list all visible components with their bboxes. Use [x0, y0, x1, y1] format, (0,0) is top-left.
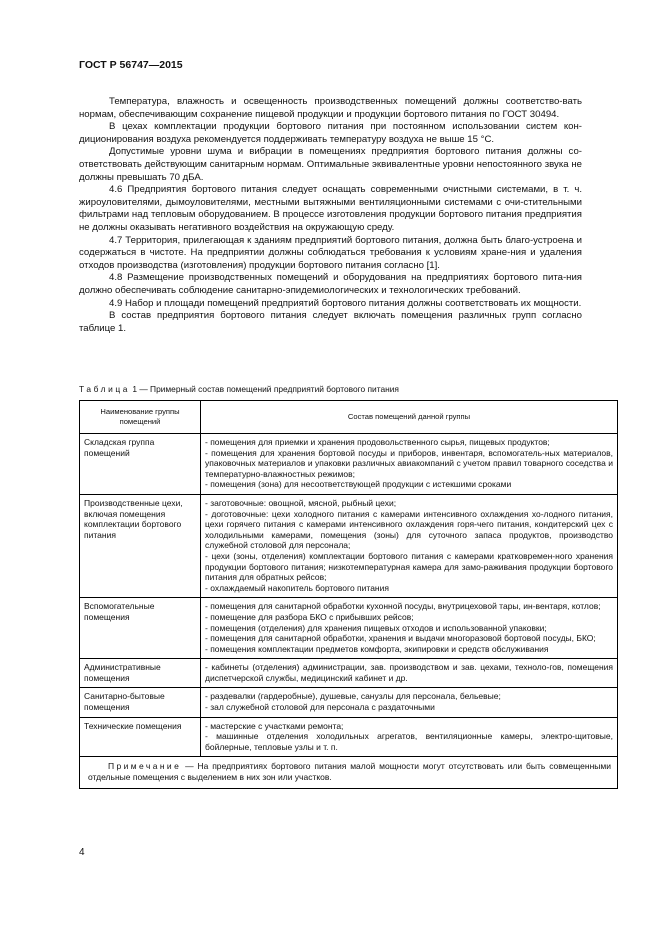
paragraph: Допустимые уровни шума и вибрации в помещениях предприятия бортового питания должны со-ответствовать действующим санитарным нормам. Оптимальные эквивалентные уровни непостоянного звука не должны превышать 70 дБА. — [79, 146, 582, 183]
table-note — [80, 757, 618, 788]
table-row — [80, 659, 618, 688]
list-item: - помещения для хранения бортовой посуды и приборов, инвентаря, вспомогатель-ных материалов, упаковочных материалов и упаковки различных авиакомпаний с учетом правил товарного соседства и температурно-влажностных режимов; — [205, 447, 613, 479]
table-row — [80, 688, 618, 717]
list-item: - кабинеты (отделения) администрации, зав. производством и зав. цехами, техноло-гов, помещения диспетчерской службы, медицинский кабинет и др. — [205, 662, 613, 683]
note-label: Примечание — [108, 761, 182, 772]
table-caption — [79, 384, 399, 394]
body-text — [79, 96, 582, 335]
paragraph: 4.6 Предприятия бортового питания следует оснащать современными очистными системами, в т. ч. жироуловителями, дымоуловителями, местными вытяжными вентиляционными системами с очи-стительными фильтрами над тепловым оборудованием. В процессе изготовления продукции бортового питания предприятия не должны оказывать негативного воздействия на окружающую среду. — [79, 184, 582, 233]
document-header: ГОСТ Р 56747—2015 — [79, 59, 183, 71]
list-item: - раздевалки (гардеробные), душевые, санузлы для персонала, бельевые; — [205, 691, 501, 702]
group-cell: Технические помещения — [80, 717, 201, 757]
group-cell: Вспомогательные помещения — [80, 598, 201, 659]
table-row — [80, 717, 618, 757]
table-caption-text: 1 — Примерный состав помещений предприятий бортового питания — [132, 384, 399, 394]
list-item: - цехи (зоны, отделения) комплектации бортового питания с камерами кратковремен-ного хранения продукции бортового питания; низкотемпературная камера для замо-раживания продукции бортового питания для обратных рейсов; — [205, 550, 613, 583]
list-item: - помещения (зона) для несоответствующей продукции с истекшими сроками — [205, 479, 512, 490]
group-cell: Административные помещения — [80, 659, 201, 688]
list-item: - помещения для приемки и хранения продовольственного сырья, пищевых продуктов; — [205, 437, 550, 447]
paragraph: В состав предприятия бортового питания следует включать помещения различных групп согласно таблице 1. — [79, 310, 582, 334]
list-item: - помещения (отделения) для хранения пищевых отходов и использованной упаковки; — [205, 622, 547, 633]
group-cell: Производственные цехи, включая помещения комплектации бортового питания — [80, 494, 201, 597]
list-item: - мастерские с участками ремонта; — [205, 720, 344, 731]
list-item: - помещение для разбора БКО с прибывших рейсов; — [205, 611, 414, 622]
page-number: 4 — [79, 847, 85, 858]
table-row — [80, 434, 618, 495]
paragraph: 4.9 Набор и площади помещений предприятий бортового питания должны соответствовать их мощности. — [109, 297, 582, 309]
table-header-row — [80, 401, 618, 434]
table-note-row — [80, 757, 618, 788]
paragraph: 4.7 Территория, прилегающая к зданиям предприятий бортового питания, должна быть благо-устроена и содержаться в чистоте. На предприятии должны соблюдаться требования к условиям хране-ния и удаления отходов производства (изготовления) продукции бортового питания согласно [1]. — [79, 234, 582, 271]
paragraph: 4.8 Размещение производственных помещений и оборудования на предприятиях бортового пита-ния должно обеспечивать соблюдение санитарно-эпидемиологических и технологических требований. — [79, 272, 582, 296]
list-item: - машинные отделения холодильных агрегатов, вентиляционные камеры, электро-щитовые, бойлерные, тепловые узлы и т. п. — [205, 731, 613, 752]
composition-cell — [201, 494, 618, 597]
group-cell: Санитарно-бытовые помещения — [80, 688, 201, 717]
note-text: — На предприятиях бортового питания малой мощности могут отсутствовать или быть совмещенными отдельные помещения с выделением в них зон или участков. — [88, 761, 611, 783]
rooms-table — [79, 400, 618, 789]
table-caption-label: Таблица — [79, 384, 131, 394]
column-header-group: Наименование группы помещений — [80, 401, 201, 434]
paragraph: Температура, влажность и освещенность производственных помещений должны соответство-вать нормам, обеспечивающим сохранение пищевой продукции и продукции бортового питания по ГОСТ 30494. — [79, 96, 582, 120]
column-header-composition: Состав помещений данной группы — [201, 401, 618, 434]
list-item: - помещения для санитарной обработки, хранения и выдачи многоразовой бортовой посуды, БКО; — [205, 633, 596, 644]
list-item: - помещения для санитарной обработки кухонной посуды, внутрицеховой тары, ин-вентаря, котлов; — [205, 601, 601, 612]
composition-cell — [201, 434, 618, 495]
composition-cell — [201, 598, 618, 659]
list-item: - заготовочные: овощной, мясной, рыбный цехи; — [205, 497, 397, 508]
composition-cell — [201, 717, 618, 757]
table-row — [80, 494, 618, 597]
paragraph: В цехах комплектации продукции бортового питания при постоянном использовании систем кон-диционирования воздуха рекомендуется поддерживать температуру воздуха не выше 15 °С. — [79, 121, 582, 145]
list-item: - охлаждаемый накопитель бортового питания — [205, 582, 389, 593]
list-item: - помещения комплектации предметов комфорта, экипировки и средств обслуживания — [205, 643, 549, 654]
list-item: - зал служебной столовой для персонала с раздаточными — [205, 702, 435, 713]
table-row — [80, 598, 618, 659]
group-cell: Складская группа помещений — [80, 434, 201, 495]
composition-cell — [201, 688, 618, 717]
list-item: - доготовочные: цехи холодного питания с камерами интенсивного охлаждения хо-лодного питания, цехи горячего питания с камерами интенсивного охлаждения горя-чего питания, кондитерский цех с холодильными камерами, помещения (зоны) для суточного запаса продуктов, производство служебной столовой для персонала; — [205, 508, 613, 551]
composition-cell — [201, 659, 618, 688]
